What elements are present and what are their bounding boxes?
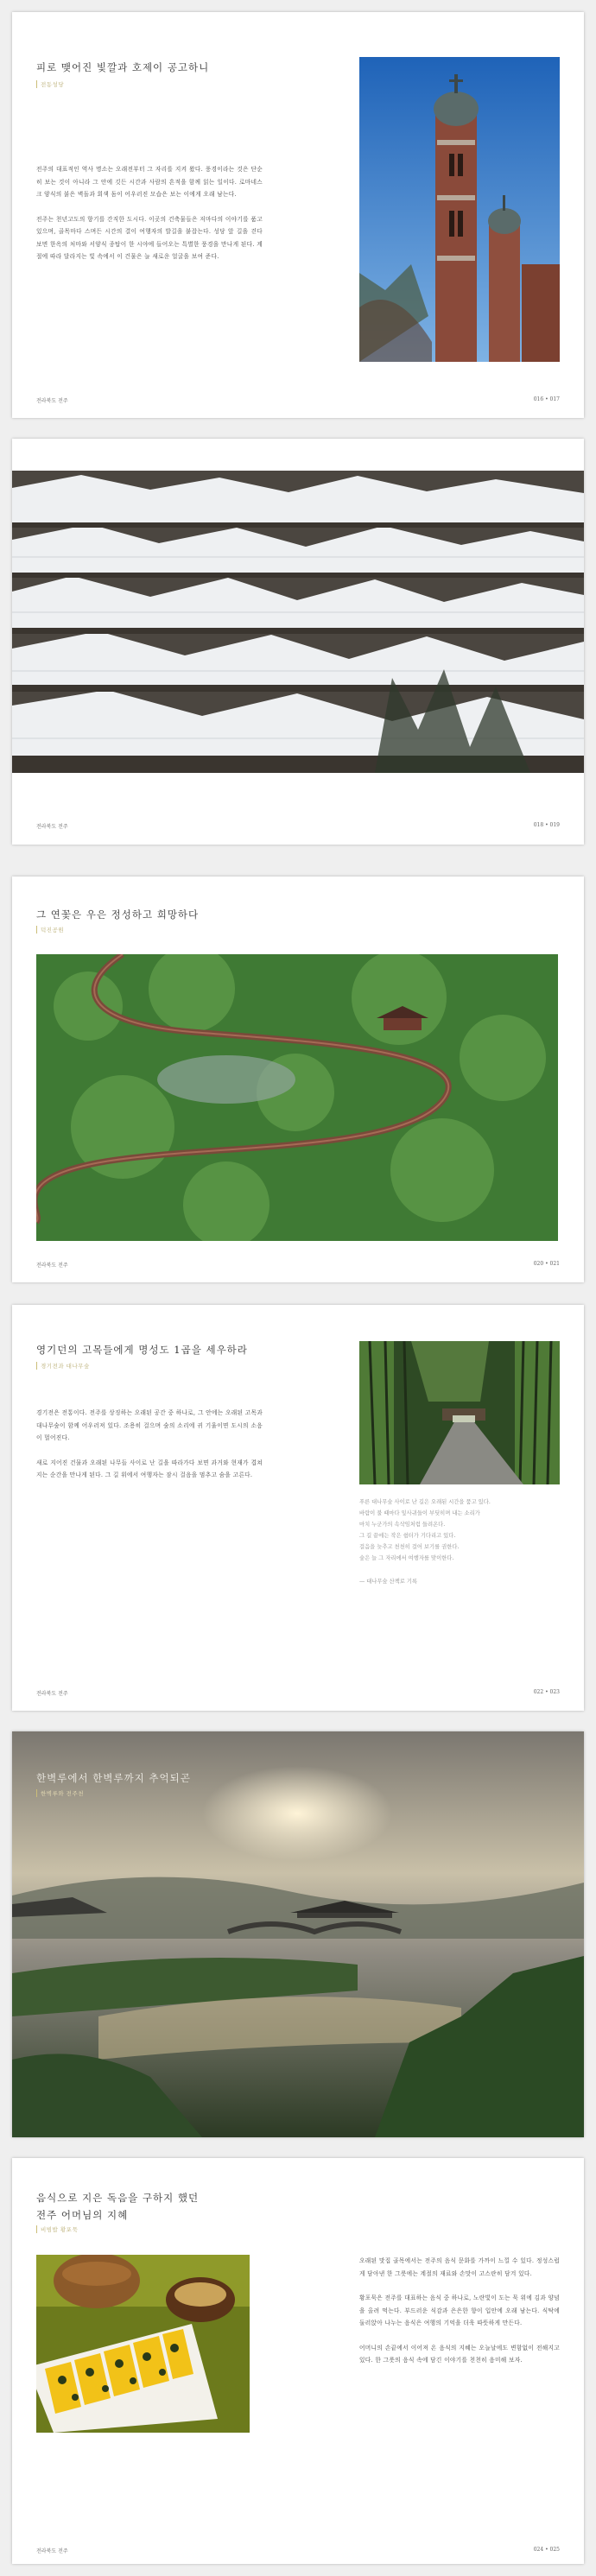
spread-title: 그 연꽃은 우은 정성하고 희망하다	[36, 908, 200, 921]
spread-food	[12, 2158, 584, 2564]
spread-subtitle: 비빔밥 황포묵	[36, 2225, 78, 2233]
snowy-hanok-photo	[12, 471, 584, 773]
paragraph: 황포묵은 전주를 대표하는 음식 중 하나로, 노란빛이 도는 묵 위에 김과 양념을 올려 먹는다. 부드러운 식감과 은은한 향이 입안에 오래 남는다. 식탁에 둘러앉아 나누는 음식은 여행의 기억을 더욱 따뜻하게 만든다.	[359, 2294, 560, 2326]
footer-left: 전라북도 전주	[36, 824, 68, 830]
spread-bamboo	[12, 1305, 584, 1711]
spread-lotus-pond	[12, 877, 584, 1282]
spread-cathedral	[12, 12, 584, 418]
spread-river-pavilion	[12, 1731, 584, 2137]
paragraph: 전주는 천년고도의 향기를 간직한 도시다. 이곳의 건축물들은 저마다의 이야기를 품고 있으며, 골목마다 스며든 시간의 결이 여행자의 발길을 붙잡는다. 성당 앞 길을 걷다 보면 한옥의 처마와 서양식 종탑이 한 시야에 들어오는 특별한 풍경을 만나게 된다. 계절에 따라 달라지는 빛 속에서 이 건물은 늘 새로운 얼굴을 보여 준다.	[36, 215, 263, 260]
cathedral-photo	[359, 57, 560, 362]
paragraph: 경기전은 전통이다. 전주를 상징하는 오래된 공간 중 하나로, 그 안에는 오래된 고목과 대나무숲이 함께 어우러져 있다. 조용히 걸으며 숲의 소리에 귀 기울이면 도시의 소음이 멀어진다.	[36, 1409, 263, 1441]
page-number: 020 • 021	[533, 1261, 560, 1267]
caption-line: 푸른 대나무숲 사이로 난 길은 오래된 시간을 품고 있다.	[359, 1499, 491, 1505]
body-text	[36, 163, 263, 275]
spread-subtitle: 덕진공원	[36, 926, 64, 934]
spread-title: 한벽루에서 한벽루까지 추억되곤	[36, 1772, 191, 1784]
footer-left: 전라북도 전주	[36, 1263, 68, 1269]
spread-subtitle: 경기전과 대나무숲	[36, 1362, 90, 1370]
page-number: 018 • 019	[533, 822, 560, 828]
spread-title-line-1: 음식으로 지은 독음을 구하지 했던	[36, 2192, 200, 2204]
paragraph: 어머니의 손끝에서 이어져 온 음식의 지혜는 오늘날에도 변함없이 전해지고 있다. 한 그릇의 음식 속에 담긴 이야기를 천천히 음미해 보자.	[359, 2344, 560, 2364]
footer-left: 전라북도 전주	[36, 1691, 68, 1697]
paragraph: 새로 지어진 건물과 오래된 나무들 사이로 난 길을 따라가다 보면 과거와 현재가 겹쳐지는 순간을 만나게 된다. 그 길 위에서 여행자는 잠시 걸음을 멈추고 숨을 고른다.	[36, 1459, 263, 1478]
page-number: 022 • 023	[533, 1689, 560, 1695]
spread-hanok-village	[12, 439, 584, 845]
spread-subtitle: 전동성당	[36, 80, 64, 88]
spread-title: 피로 맺어진 빛깔과 호제이 공고하니	[36, 61, 210, 73]
caption-line: 그 길 끝에는 작은 쉼터가 기다리고 있다.	[359, 1533, 456, 1539]
food-photo	[36, 2255, 250, 2433]
spread-title-line-2: 전주 어머님의 지혜	[36, 2209, 129, 2221]
footer-left: 전라북도 전주	[36, 2548, 68, 2554]
spread-title: 영기던의 고목들에게 명성도 1곱을 세우하라	[36, 1344, 248, 1356]
caption-source: — 대나무숲 산책로 기록	[359, 1579, 418, 1585]
footer-left: 전라북도 전주	[36, 398, 68, 404]
spread-subtitle: 한벽루와 전주천	[36, 1789, 84, 1797]
caption-line: 마치 누군가의 속삭임처럼 들려온다.	[359, 1522, 446, 1528]
caption-line: 바람이 불 때마다 잎사귀들이 부딪히며 내는 소리가	[359, 1510, 480, 1516]
page-number: 016 • 017	[533, 396, 560, 402]
misty-river-photo	[12, 1731, 584, 2137]
page-number: 024 • 025	[533, 2547, 560, 2553]
bamboo-path-photo	[359, 1341, 560, 1484]
body-text	[359, 2255, 560, 2379]
paragraph: 전주의 대표적인 역사 명소는 오래전부터 그 자리를 지켜 왔다. 풍경이라는 것은 단순히 보는 것이 아니라 그 안에 깃든 시간과 사람의 흔적을 함께 읽는 일이다. 로마네스크 양식의 붉은 벽돌과 회색 돔이 어우러진 모습은 보는 이에게 오래 남는다.	[36, 166, 263, 198]
caption-line: 숲은 늘 그 자리에서 여행자를 맞이한다.	[359, 1555, 454, 1561]
caption-line: 걸음을 늦추고 천천히 걸어 보기를 권한다.	[359, 1544, 460, 1550]
spread-title	[36, 2191, 199, 2222]
photo-caption	[359, 1497, 560, 1587]
lotus-pond-photo	[36, 954, 558, 1241]
body-text	[36, 1407, 263, 1494]
paragraph: 오래된 맛집 골목에서는 전주의 음식 문화를 가까이 느낄 수 있다. 정성스럽게 담아낸 한 그릇에는 계절의 재료와 손맛이 고스란히 담겨 있다.	[359, 2257, 560, 2277]
